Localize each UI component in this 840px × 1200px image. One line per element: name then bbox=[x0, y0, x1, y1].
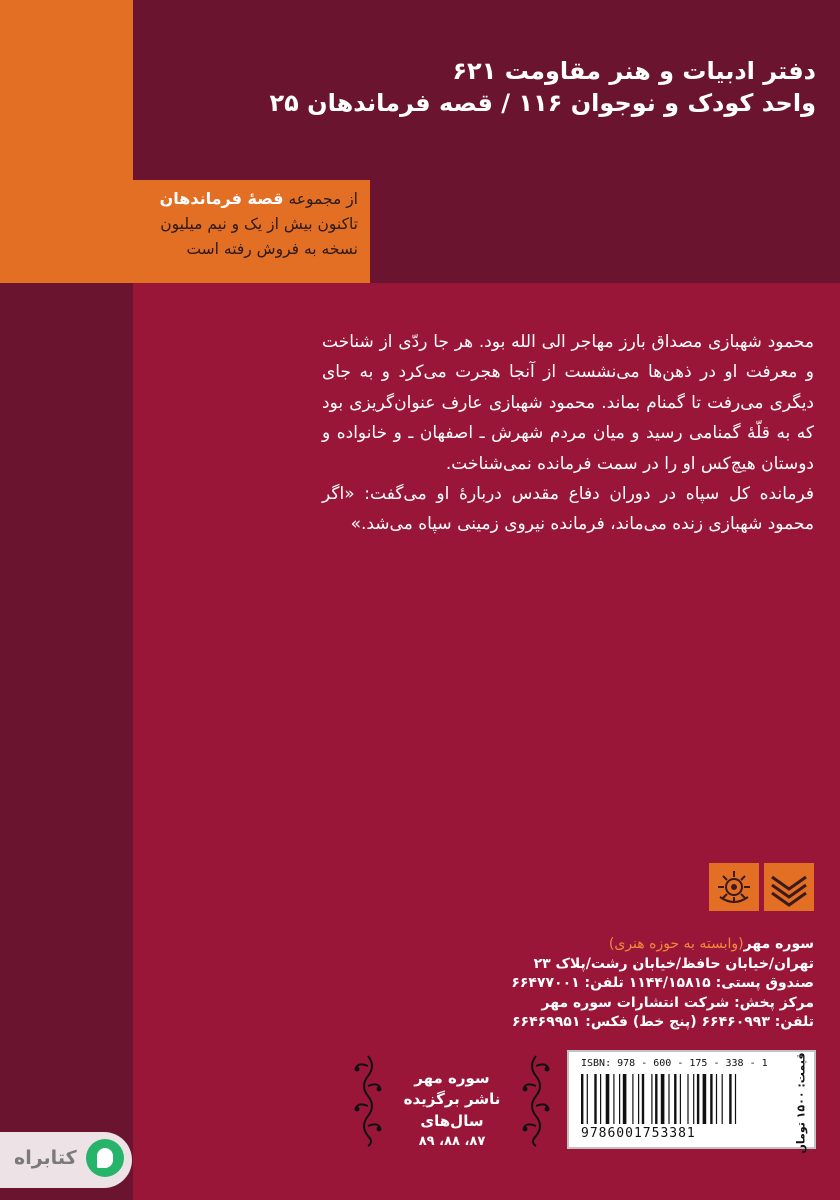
promo-series-name: قصهٔ فرماندهان bbox=[159, 189, 284, 208]
series-line-2: واحد کودک و نوجوان ۱۱۶ / قصه فرماندهان ۲۵ bbox=[269, 89, 816, 117]
promo-prefix: از مجموعه bbox=[288, 190, 358, 208]
promo-line-2: تاکنون بیش از یک و نیم میلیون bbox=[160, 215, 358, 233]
publisher-logos bbox=[571, 863, 814, 911]
barcode-digits: 9786001753381 bbox=[581, 1126, 696, 1141]
publisher-postal: صندوق پستی: ۱۱۴۴/۱۵۸۱۵ تلفن: ۶۶۴۷۷۰۰۱ bbox=[511, 975, 814, 991]
publisher-address: تهران/خیابان حافظ/خیابان رشت/پلاک ۲۳ bbox=[533, 955, 814, 972]
publisher-distribution: مرکز پخش: شرکت انتشارات سوره مهر bbox=[541, 994, 814, 1011]
ketabrah-leaf-icon bbox=[86, 1139, 124, 1177]
award-title: ناشر برگزیده سال‌های bbox=[403, 1090, 501, 1130]
award-publisher: سوره مهر bbox=[414, 1069, 490, 1087]
series-line-1: دفتر ادبیات و هنر مقاومت ۶۲۱ bbox=[452, 57, 816, 85]
hozeh-honari-logo-icon bbox=[709, 863, 759, 911]
ketabrah-text: کتابراه bbox=[14, 1147, 77, 1169]
floral-ornament-right-icon bbox=[520, 1052, 552, 1148]
award-years: ۸۷، ۸۸، ۸۹ bbox=[418, 1134, 486, 1149]
blurb-paragraph-1: محمود شهبازی مصداق بارز مهاجر الی الله بود. هر جا ردّی از شناخت و معرفت او در ذهن‌ها می‌نشست از آنجا هجرت می‌کرد و به جای دیگری می‌رفت تا گمنام بماند. محمود شهبازی عارف عنوان‌گریزی بود که به قلّهٔ گمنامی رسید و میان مردم شهرش ـ اصفهان ـ و خانواده و دوستان هیچ‌کس او را در سمت فرمانده نمی‌شناخت. bbox=[322, 332, 814, 474]
price-text: قیمت: ۱۵۰۰ تومان bbox=[794, 1052, 808, 1154]
ketabrah-watermark bbox=[0, 1132, 132, 1188]
publisher-info bbox=[322, 935, 814, 1033]
publisher-affiliation: (وابسته به حوزه هنری) bbox=[608, 936, 744, 952]
publisher-name: سوره مهر bbox=[743, 936, 814, 952]
floral-ornament-left-icon bbox=[352, 1052, 384, 1148]
publisher-name-line bbox=[322, 935, 814, 955]
award-badge bbox=[352, 1052, 552, 1148]
publisher-phones: تلفن: ۶۶۴۶۰۹۹۳ (پنج خط) فکس: ۶۶۴۶۹۹۵۱ bbox=[512, 1014, 814, 1030]
blurb-paragraph-2: فرمانده کل سپاه در دوران دفاع مقدس دربارهٔ او می‌گفت: «اگر محمود شهبازی زنده می‌ماند، فرمانده نیروی زمینی سپاه می‌شد.» bbox=[322, 484, 814, 535]
price-label bbox=[792, 1052, 810, 1154]
blurb bbox=[322, 327, 814, 540]
orange-corner-block bbox=[0, 0, 133, 283]
award-text bbox=[390, 1068, 514, 1152]
surah-mehr-logo-icon bbox=[764, 863, 814, 911]
promo-line-1 bbox=[141, 186, 358, 212]
series-info bbox=[256, 55, 816, 119]
sales-promo-box bbox=[133, 180, 370, 283]
barcode-label bbox=[567, 1050, 816, 1154]
isbn-text: ISBN: 978 - 600 - 175 - 338 - 1 bbox=[581, 1058, 768, 1069]
barcode-bars bbox=[581, 1074, 771, 1124]
promo-line-3: نسخه به فروش رفته است bbox=[186, 240, 358, 258]
